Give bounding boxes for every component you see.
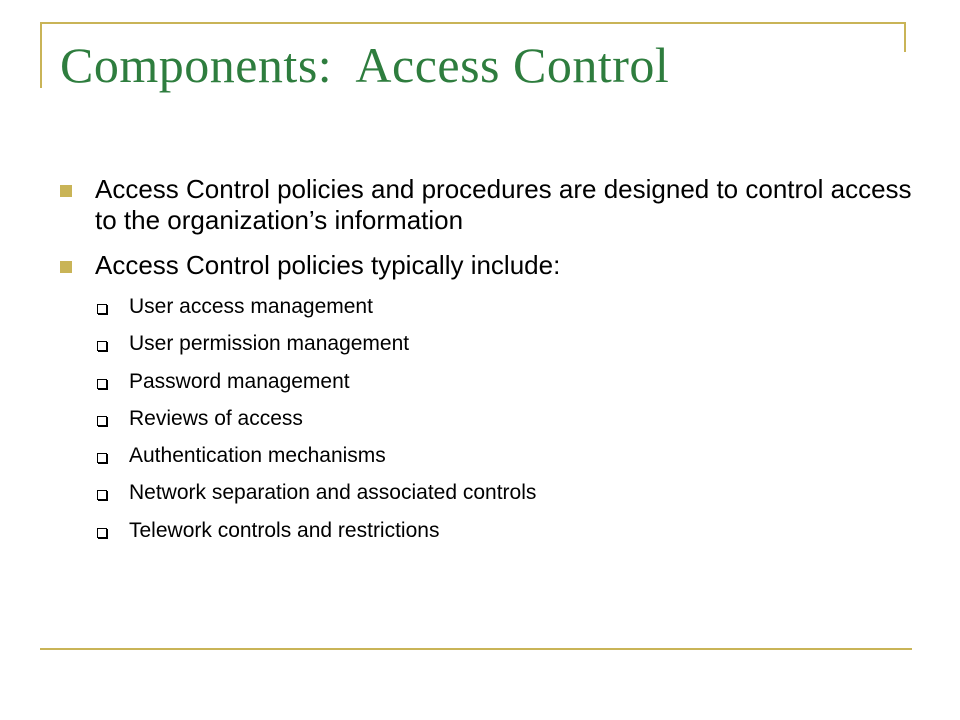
- square-bullet-icon: [60, 261, 72, 273]
- frame-top-line: [40, 22, 906, 24]
- sub-bullet-item: [60, 295, 920, 319]
- sub-bullet-item: [60, 519, 920, 543]
- sub-bullet-item: [60, 444, 920, 468]
- frame-right-line: [904, 22, 906, 52]
- hollow-square-bullet-icon: [97, 379, 107, 389]
- sub-bullet-list: [60, 295, 920, 543]
- sub-bullet-text: Network separation and associated controls: [129, 481, 537, 505]
- sub-bullet-text: Password management: [129, 369, 350, 393]
- hollow-square-bullet-icon: [97, 453, 107, 463]
- square-bullet-icon: [60, 185, 72, 197]
- sub-bullet-text: Reviews of access: [129, 406, 303, 430]
- hollow-square-bullet-icon: [97, 528, 107, 538]
- bullet-text: Access Control policies typically include:: [95, 250, 561, 280]
- sub-bullet-text: Telework controls and restrictions: [129, 518, 440, 542]
- sub-bullet-text: User permission management: [129, 332, 410, 356]
- sub-bullet-item: [60, 370, 920, 394]
- hollow-square-bullet-icon: [97, 416, 107, 426]
- bullet-item: [60, 250, 920, 281]
- slide-content: [60, 174, 920, 556]
- sub-bullet-text: Authentication mechanisms: [129, 444, 386, 468]
- bullet-text: Access Control policies and procedures are designed to control access to the organization’s information: [95, 174, 912, 235]
- bullet-item: [60, 174, 920, 236]
- slide-title: Components: Access Control: [60, 37, 670, 93]
- hollow-square-bullet-icon: [97, 490, 107, 500]
- frame-left-line: [40, 22, 42, 88]
- sub-bullet-item: [60, 332, 920, 356]
- sub-bullet-item: [60, 481, 920, 505]
- hollow-square-bullet-icon: [97, 341, 107, 351]
- sub-bullet-text: User access management: [129, 295, 373, 318]
- frame-bottom-line: [40, 648, 912, 650]
- hollow-square-bullet-icon: [97, 304, 107, 314]
- sub-bullet-item: [60, 407, 920, 431]
